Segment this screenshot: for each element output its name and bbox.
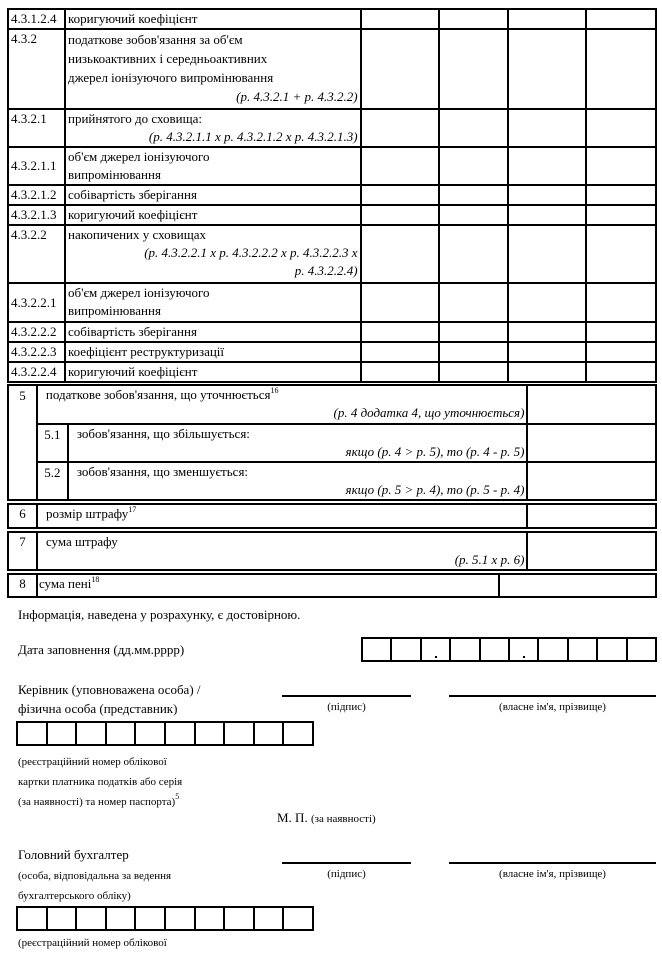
row-code: 6 (8, 504, 37, 528)
id-cell[interactable] (196, 723, 226, 744)
table-row (8, 362, 656, 382)
value-cell[interactable] (508, 362, 586, 382)
date-cell[interactable] (628, 639, 655, 660)
table-row (8, 322, 656, 342)
row-formula-cont: р. 4.3.2.2.4) (294, 263, 358, 278)
footnote-ref: 17 (128, 505, 137, 514)
row-code: 4.3.2.2.2 (8, 322, 65, 342)
date-cell[interactable] (539, 639, 568, 660)
accountant-name-caption: (власне ім'я, прізвище) (499, 868, 606, 880)
row-code: 4.3.2.2.4 (8, 362, 65, 382)
table-row (8, 574, 656, 597)
accountant-id-caption: (реєстраційний номер облікової (18, 937, 167, 949)
id-cell[interactable] (136, 723, 166, 744)
signature-caption: (підпис) (327, 701, 366, 713)
row-code: 4.3.2.2.1 (8, 283, 65, 322)
table-row (8, 283, 656, 322)
row-label: податкове зобов'язання, що уточнюється$^{16}$ (р. 4 додатка 4, що уточнюється) (37, 385, 528, 424)
id-cell[interactable] (255, 908, 285, 929)
value-cell[interactable] (361, 225, 440, 283)
id-cell[interactable] (18, 723, 48, 744)
value-cell[interactable] (361, 9, 440, 29)
value-cell[interactable] (361, 342, 440, 362)
name-caption: (власне ім'я, прізвище) (499, 701, 606, 713)
row-label: об'єм джерел іонізуючого випромінювання (65, 283, 361, 322)
section-6-table (7, 503, 657, 529)
value-cell[interactable] (586, 205, 656, 225)
id-cell[interactable] (284, 723, 312, 744)
value-cell[interactable] (586, 29, 656, 109)
date-cell[interactable] (510, 639, 539, 660)
value-cell[interactable] (508, 29, 586, 109)
value-cell[interactable] (586, 342, 656, 362)
tax-table-4-3 (7, 8, 657, 383)
row-formula: (р. 4.3.2.1 + р. 4.3.2.2) (236, 89, 358, 104)
value-cell[interactable] (586, 322, 656, 342)
row-code: 8 (8, 574, 37, 597)
value-cell[interactable] (361, 205, 440, 225)
table-row (8, 424, 656, 462)
row-code: 4.3.2.1 (8, 109, 65, 147)
row-code: 4.3.1.2.4 (8, 9, 65, 29)
value-cell[interactable] (439, 205, 508, 225)
table-row (8, 147, 656, 185)
row-label: зобов'язання, що зменшується: якщо (р. 5 > р. 4), то (р. 5 - р. 4) (68, 462, 528, 500)
row-code: 5.1 (37, 424, 68, 462)
row-label: коригуючий коефіцієнт (65, 362, 361, 382)
value-cell[interactable] (586, 225, 656, 283)
table-row (8, 385, 656, 424)
id-caption: (реєстраційний номер облікової картки платника податків або серія (за наявності) та номер паспорта)$^5$ (18, 756, 183, 808)
table-row (8, 185, 656, 205)
date-cell[interactable] (363, 639, 392, 660)
accountant-id-input[interactable] (16, 906, 314, 931)
value-cell[interactable] (499, 574, 657, 597)
accountant-label: Головний бухгалтер (18, 847, 129, 862)
table-row (8, 462, 656, 500)
value-cell[interactable] (508, 147, 586, 185)
id-cell[interactable] (225, 723, 255, 744)
table-row (8, 532, 656, 570)
date-cell[interactable] (392, 639, 421, 660)
date-cell[interactable] (569, 639, 598, 660)
id-cell[interactable] (196, 908, 226, 929)
value-cell[interactable] (527, 504, 656, 528)
section-7-table (7, 531, 657, 571)
value-cell[interactable] (586, 185, 656, 205)
row-label: податкове зобов'язання за об'єм низькоактивних і середньоактивних джерел іонізуючого випромінювання (р. 4.3.2.1 + р. 4.3.2.2) (65, 29, 361, 109)
value-cell[interactable] (439, 362, 508, 382)
id-cell[interactable] (48, 908, 78, 929)
row-formula: якщо (р. 5 > р. 4), то (р. 5 - р. 4) (345, 482, 525, 497)
value-cell[interactable] (508, 342, 586, 362)
value-cell[interactable] (527, 462, 656, 500)
accuracy-statement: Інформація, наведена у розрахунку, є достовірною. (18, 607, 301, 622)
id-cell[interactable] (255, 723, 285, 744)
value-cell[interactable] (361, 185, 440, 205)
manager-id-input[interactable] (16, 721, 314, 746)
value-cell[interactable] (361, 29, 440, 109)
row-label: сума пені$^{18}$ (37, 574, 499, 597)
table-row (8, 109, 656, 147)
value-cell[interactable] (439, 9, 508, 29)
date-cell[interactable] (422, 639, 451, 660)
date-input[interactable] (361, 637, 657, 662)
date-separator (523, 656, 525, 658)
accountant-sub-label: (особа, відповідальна за ведення бухгалтерського обліку) (18, 870, 172, 902)
value-cell[interactable] (439, 147, 508, 185)
value-cell[interactable] (527, 424, 656, 462)
value-cell[interactable] (527, 532, 656, 570)
date-label: Дата заповнення (дд.мм.рррр) (18, 642, 185, 657)
id-cell[interactable] (284, 908, 312, 929)
id-cell[interactable] (107, 723, 137, 744)
value-cell[interactable] (586, 147, 656, 185)
value-cell[interactable] (586, 109, 656, 147)
stamp-label: М. П. (за наявності) (277, 810, 376, 825)
accountant-signature-caption: (підпис) (327, 868, 366, 880)
date-cell[interactable] (598, 639, 627, 660)
id-cell[interactable] (107, 908, 137, 929)
value-cell[interactable] (361, 322, 440, 342)
table-row (8, 9, 656, 29)
manager-name-line[interactable] (449, 695, 656, 697)
row-code: 5 (8, 385, 37, 500)
section-8-table (7, 573, 657, 598)
id-cell[interactable] (166, 908, 196, 929)
value-cell[interactable] (508, 283, 586, 322)
value-cell[interactable] (586, 9, 656, 29)
value-cell[interactable] (361, 109, 440, 147)
value-cell[interactable] (508, 185, 586, 205)
row-code: 4.3.2.2 (8, 225, 65, 283)
value-cell[interactable] (439, 109, 508, 147)
row-label: розмір штрафу$^{17}$ (37, 504, 527, 528)
row-code: 4.3.2.1.3 (8, 205, 65, 225)
row-formula: якщо (р. 4 > р. 5), то (р. 4 - р. 5) (345, 444, 525, 459)
value-cell[interactable] (508, 109, 586, 147)
row-code: 4.3.2.1.2 (8, 185, 65, 205)
footnote-ref: 5 (175, 792, 180, 801)
row-label: собівартість зберігання (65, 322, 361, 342)
row-label: собівартість зберігання (65, 185, 361, 205)
id-cell[interactable] (77, 723, 107, 744)
row-label: об'єм джерел іонізуючого випромінювання (65, 147, 361, 185)
value-cell[interactable] (439, 185, 508, 205)
table-row (8, 205, 656, 225)
value-cell[interactable] (439, 29, 508, 109)
row-label: прийнятого до сховища: (р. 4.3.2.1.1 х р. 4.3.2.1.2 х р. 4.3.2.1.3) (65, 109, 361, 147)
id-cell[interactable] (48, 723, 78, 744)
value-cell[interactable] (361, 283, 440, 322)
row-code: 5.2 (37, 462, 68, 500)
row-label: зобов'язання, що збільшується: якщо (р. 4 > р. 5), то (р. 4 - р. 5) (68, 424, 528, 462)
manager-label: Керівник (уповноважена особа) / фізична особа (представник) (18, 682, 201, 716)
table-row (8, 504, 656, 528)
row-formula: (р. 4 додатка 4, що уточнюється) (333, 405, 525, 420)
value-cell[interactable] (586, 362, 656, 382)
row-code: 4.3.2.1.1 (8, 147, 65, 185)
row-label: сума штрафу (р. 5.1 х р. 6) (37, 532, 527, 570)
value-cell[interactable] (508, 322, 586, 342)
value-cell[interactable] (439, 322, 508, 342)
row-label: коригуючий коефіцієнт (65, 205, 361, 225)
value-cell[interactable] (586, 283, 656, 322)
row-code: 4.3.2.2.3 (8, 342, 65, 362)
value-cell[interactable] (439, 342, 508, 362)
row-label: коригуючий коефіцієнт (65, 9, 361, 29)
id-cell[interactable] (166, 723, 196, 744)
table-row (8, 29, 656, 109)
value-cell[interactable] (508, 225, 586, 283)
id-cell[interactable] (77, 908, 107, 929)
manager-signature-line[interactable] (282, 695, 411, 697)
table-row (8, 342, 656, 362)
row-formula: (р. 5.1 х р. 6) (454, 552, 525, 567)
date-cell[interactable] (481, 639, 510, 660)
value-cell[interactable] (439, 283, 508, 322)
section-5-table (7, 384, 657, 501)
value-cell[interactable] (508, 9, 586, 29)
row-label: накопичених у сховищах (р. 4.3.2.2.1 х р. 4.3.2.2.2 х р. 4.3.2.2.3 х р. 4.3.2.2.4) (65, 225, 361, 283)
row-formula: (р. 4.3.2.1.1 х р. 4.3.2.1.2 х р. 4.3.2.1.3) (148, 129, 358, 144)
row-code: 4.3.2 (8, 29, 65, 109)
footnote-ref: 16 (270, 386, 279, 395)
value-cell[interactable] (361, 147, 440, 185)
value-cell[interactable] (527, 385, 656, 424)
row-formula: (р. 4.3.2.2.1 х р. 4.3.2.2.2 х р. 4.3.2.2.3 х (144, 245, 358, 260)
row-label: коефіцієнт реструктуризації (65, 342, 361, 362)
id-cell[interactable] (18, 908, 48, 929)
date-cell[interactable] (451, 639, 480, 660)
value-cell[interactable] (439, 225, 508, 283)
table-row (8, 225, 656, 283)
value-cell[interactable] (508, 205, 586, 225)
date-separator (435, 656, 437, 658)
value-cell[interactable] (361, 362, 440, 382)
id-cell[interactable] (136, 908, 166, 929)
accountant-name-line[interactable] (449, 862, 656, 864)
row-code: 7 (8, 532, 37, 570)
id-cell[interactable] (225, 908, 255, 929)
accountant-signature-line[interactable] (282, 862, 411, 864)
footnote-ref: 18 (91, 575, 100, 584)
